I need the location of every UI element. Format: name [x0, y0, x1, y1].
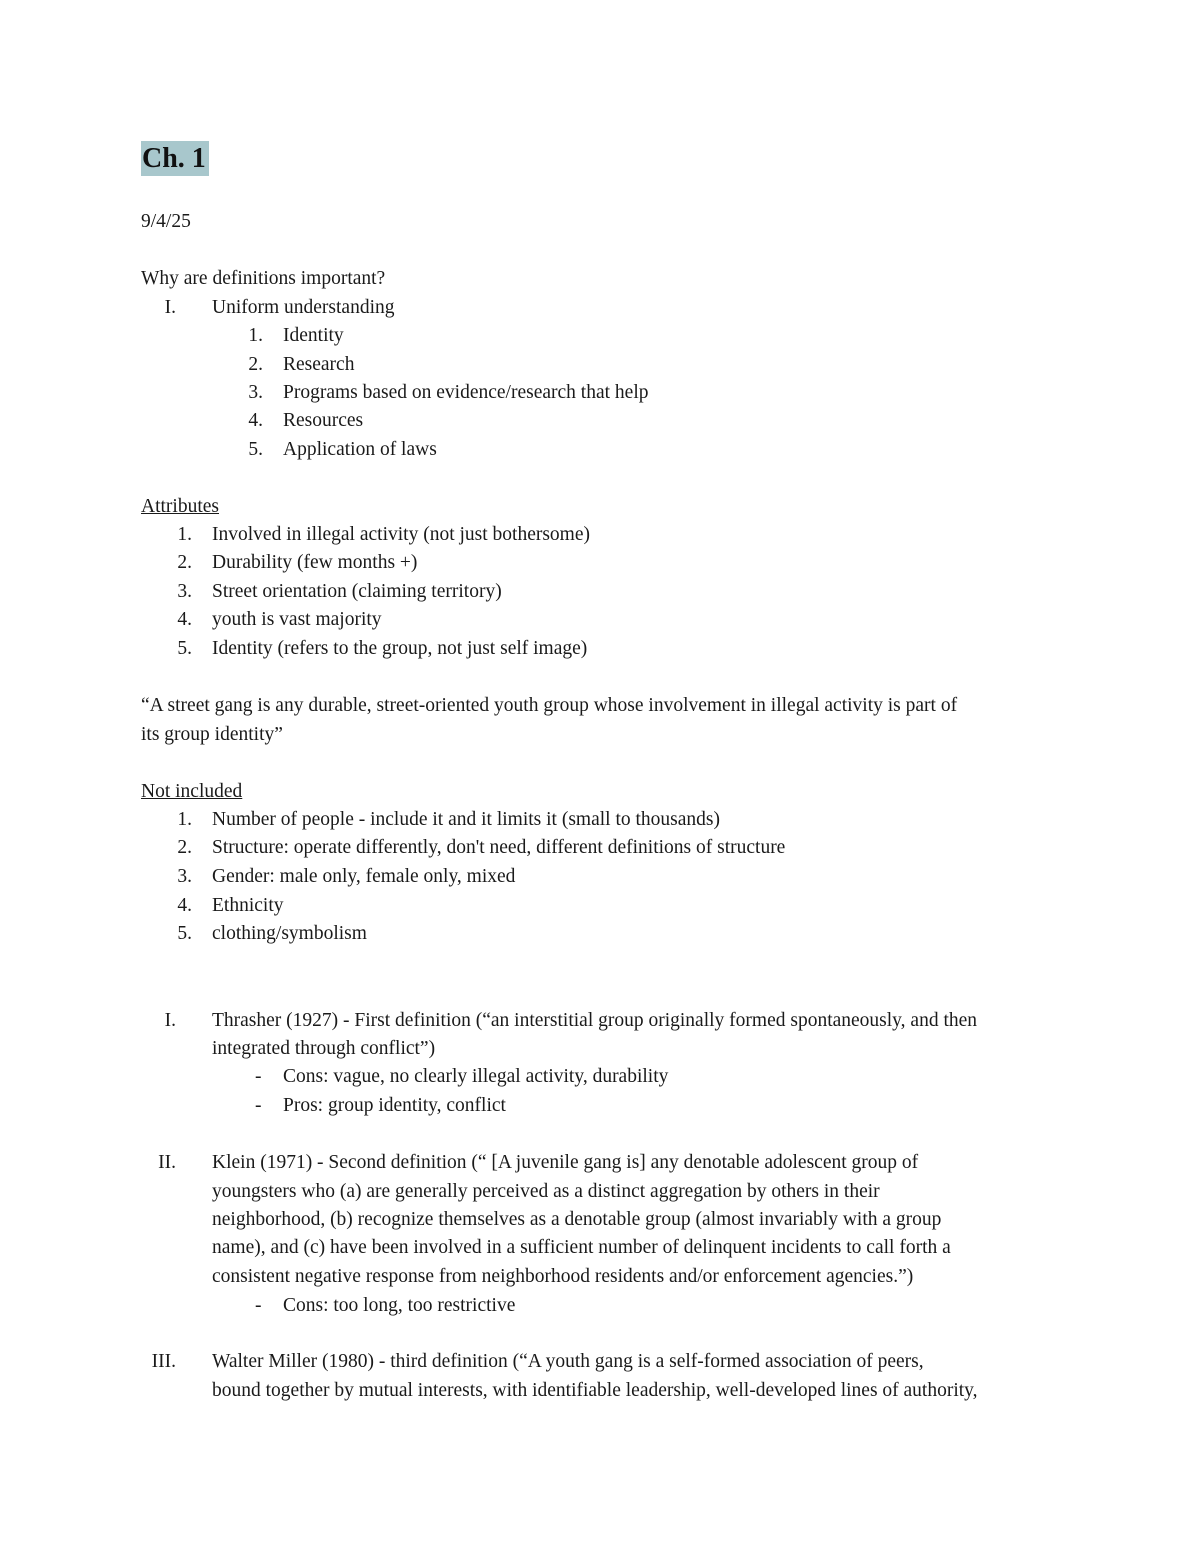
list-item: Durability (few months +) — [212, 552, 418, 573]
list-item: clothing/symbolism — [212, 923, 367, 944]
list-item: Uniform understanding — [212, 297, 395, 318]
list-marker: 4. — [248, 410, 263, 431]
list-item: Application of laws — [283, 439, 437, 460]
list-marker: III. — [151, 1351, 176, 1372]
bullet-marker: - — [255, 1095, 262, 1116]
list-marker: I. — [164, 1010, 176, 1031]
definition-text: youngsters who (a) are generally perceived as a distinct aggregation by others in their — [212, 1181, 880, 1202]
list-marker: 3. — [177, 866, 192, 887]
list-marker: 4. — [177, 609, 192, 630]
definition-text: neighborhood, (b) recognize themselves as a denotable group (almost invariably with a group — [212, 1209, 942, 1230]
list-marker: I. — [164, 297, 176, 318]
list-item: Structure: operate differently, don't need, different definitions of structure — [212, 837, 786, 858]
list-marker: 2. — [177, 552, 192, 573]
list-marker: II. — [158, 1152, 176, 1173]
list-item: Gender: male only, female only, mixed — [212, 866, 516, 887]
list-item: youth is vast majority — [212, 609, 382, 630]
list-item: Identity — [283, 325, 344, 346]
bullet-item: Cons: vague, no clearly illegal activity, durability — [283, 1066, 669, 1087]
list-item: Number of people - include it and it limits it (small to thousands) — [212, 809, 720, 830]
list-item: Research — [283, 354, 355, 375]
section-heading: Why are definitions important? — [141, 268, 386, 289]
list-item: Street orientation (claiming territory) — [212, 581, 502, 602]
definition-text: bound together by mutual interests, with identifiable leadership, well-developed lines of authority, — [212, 1380, 978, 1401]
definition-text: consistent negative response from neighborhood residents and/or enforcement agencies.”) — [212, 1266, 914, 1287]
list-marker: 3. — [248, 382, 263, 403]
definition-text: integrated through conflict”) — [212, 1038, 436, 1059]
list-marker: 1. — [177, 524, 192, 545]
list-marker: 5. — [177, 923, 192, 944]
list-marker: 5. — [248, 439, 263, 460]
definition-text: Walter Miller (1980) - third definition (“A youth gang is a self-formed association of peers, — [212, 1351, 924, 1372]
list-item: Programs based on evidence/research that help — [283, 382, 649, 403]
definition-text: Klein (1971) - Second definition (“ [A juvenile gang is] any denotable adolescent group of — [212, 1152, 919, 1173]
definition-quote: its group identity” — [141, 724, 283, 745]
definition-text: Thrasher (1927) - First definition (“an interstitial group originally formed spontaneously, and then — [212, 1010, 978, 1031]
list-item: Involved in illegal activity (not just bothersome) — [212, 524, 591, 545]
list-marker: 2. — [248, 354, 263, 375]
not-included-heading: Not included — [141, 781, 243, 802]
definition-text: name), and (c) have been involved in a sufficient number of delinquent incidents to call forth a — [212, 1237, 951, 1258]
bullet-marker: - — [255, 1295, 262, 1316]
bullet-marker: - — [255, 1066, 262, 1087]
date: 9/4/25 — [141, 211, 191, 232]
definition-quote: “A street gang is any durable, street-oriented youth group whose involvement in illegal activity is part of — [141, 695, 958, 716]
list-marker: 1. — [177, 809, 192, 830]
list-item: Identity (refers to the group, not just self image) — [212, 638, 588, 659]
attributes-heading: Attributes — [141, 496, 219, 517]
page-title: Ch. 1 — [141, 141, 209, 176]
list-marker: 5. — [177, 638, 192, 659]
list-marker: 3. — [177, 581, 192, 602]
list-marker: 1. — [248, 325, 263, 346]
bullet-item: Cons: too long, too restrictive — [283, 1295, 516, 1316]
list-item: Resources — [283, 410, 364, 431]
list-marker: 4. — [177, 895, 192, 916]
list-marker: 2. — [177, 837, 192, 858]
bullet-item: Pros: group identity, conflict — [283, 1095, 506, 1116]
list-item: Ethnicity — [212, 895, 284, 916]
